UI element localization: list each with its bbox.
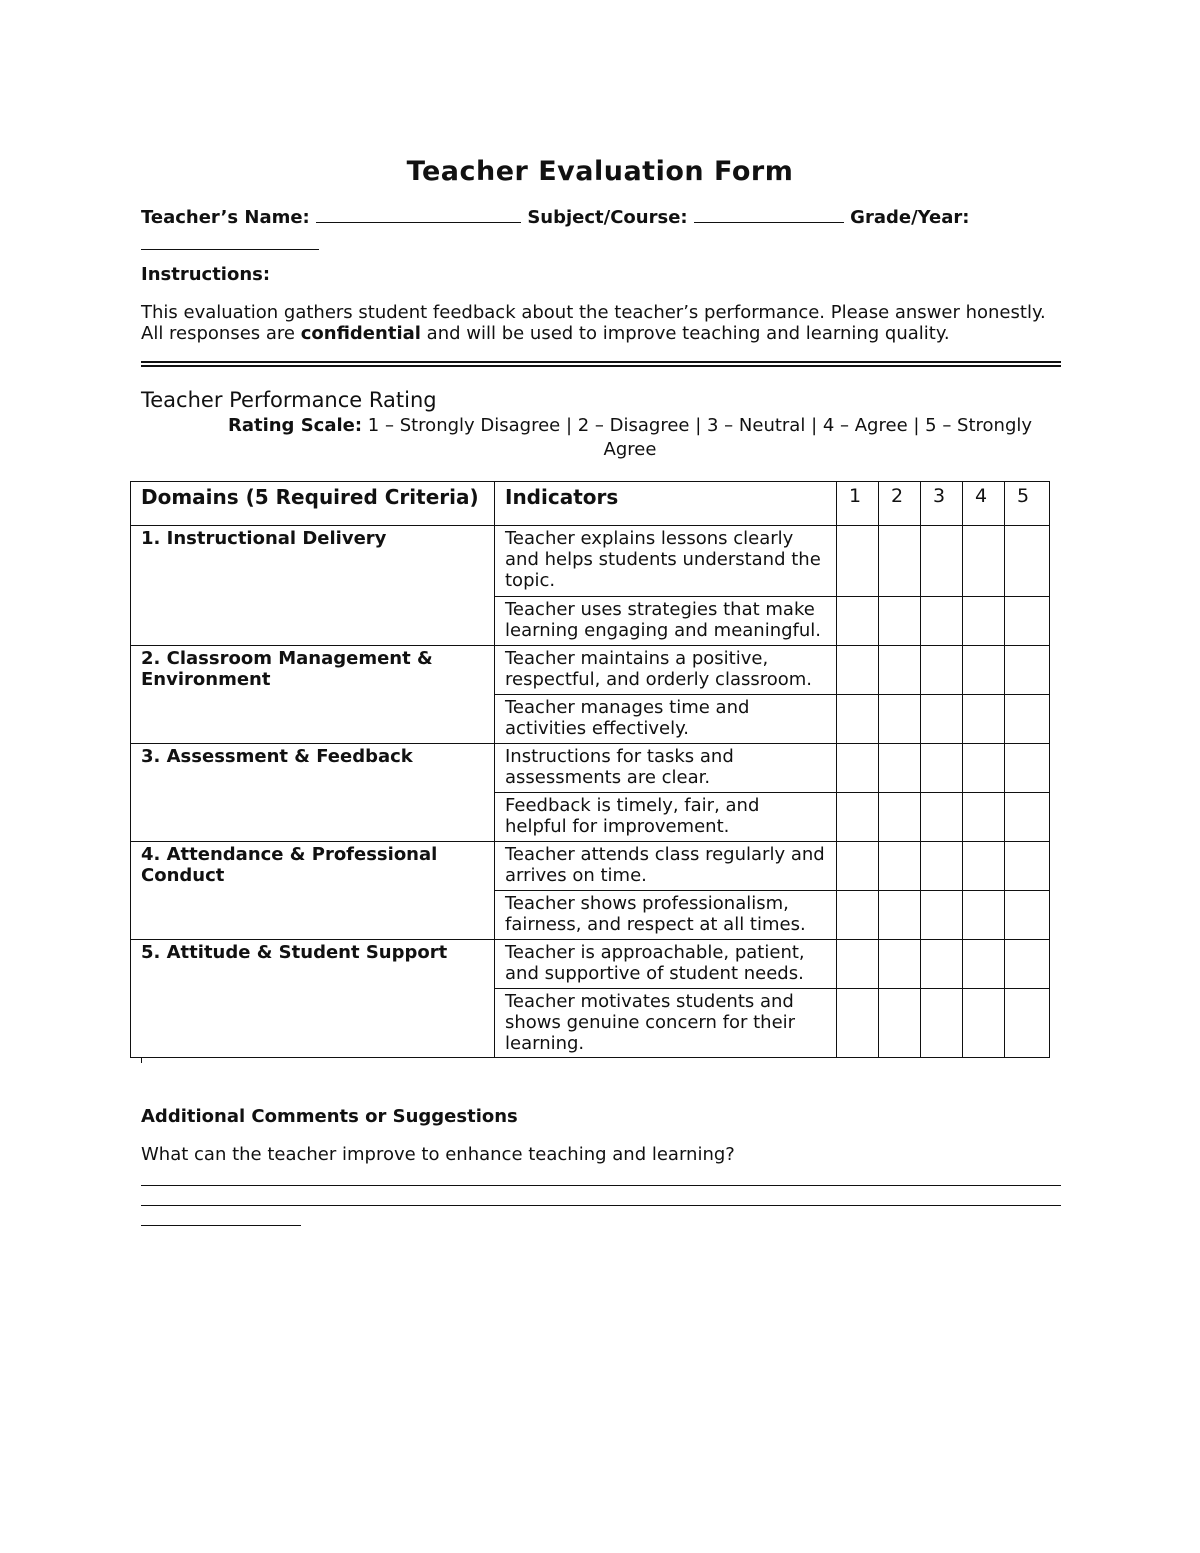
rating-cell-3[interactable] bbox=[921, 989, 963, 1058]
rating-cell-5[interactable] bbox=[1005, 940, 1050, 989]
subject-field[interactable] bbox=[694, 204, 844, 223]
teacher-name-field[interactable] bbox=[316, 204, 521, 223]
indicators-header: Indicators bbox=[495, 482, 837, 526]
rating-cell-3[interactable] bbox=[921, 526, 963, 597]
section-divider bbox=[141, 361, 1061, 367]
rating-cell-4[interactable] bbox=[963, 646, 1005, 695]
page-title: Teacher Evaluation Form bbox=[406, 156, 794, 187]
rating-cell-4[interactable] bbox=[963, 526, 1005, 597]
rating-cell-3[interactable] bbox=[921, 842, 963, 891]
rating-cell-2[interactable] bbox=[879, 744, 921, 793]
table-row bbox=[131, 940, 1050, 989]
indicator-cell: Teacher attends class regularly and arrives on time. bbox=[495, 842, 837, 891]
domain-cell: 3. Assessment & Feedback bbox=[131, 744, 495, 842]
rating-cell-4[interactable] bbox=[963, 744, 1005, 793]
rating-3-header: 3 bbox=[921, 482, 963, 526]
rating-table bbox=[130, 481, 1050, 1058]
rating-cell-2[interactable] bbox=[879, 695, 921, 744]
grade-label: Grade/Year: bbox=[850, 207, 970, 228]
rating-cell-5[interactable] bbox=[1005, 646, 1050, 695]
domain-cell: 4. Attendance & Professional Conduct bbox=[131, 842, 495, 940]
table-end-mark bbox=[141, 1058, 142, 1063]
grade-field[interactable] bbox=[141, 231, 319, 250]
rating-cell-1[interactable] bbox=[837, 989, 879, 1058]
rating-cell-5[interactable] bbox=[1005, 793, 1050, 842]
rating-1-header: 1 bbox=[837, 482, 879, 526]
rating-cell-5[interactable] bbox=[1005, 744, 1050, 793]
table-row bbox=[131, 526, 1050, 597]
comment-answer-line[interactable] bbox=[141, 1205, 1061, 1206]
rating-cell-5[interactable] bbox=[1005, 842, 1050, 891]
rating-section-title: Teacher Performance Rating bbox=[141, 388, 437, 412]
domain-cell: 2. Classroom Management & Environment bbox=[131, 646, 495, 744]
table-row bbox=[131, 646, 1050, 695]
rating-cell-5[interactable] bbox=[1005, 597, 1050, 646]
rating-cell-5[interactable] bbox=[1005, 989, 1050, 1058]
rating-scale-text: 1 – Strongly Disagree | 2 – Disagree | 3 – Neutral | 4 – Agree | 5 – Strongly Agree bbox=[367, 415, 1033, 460]
indicator-cell: Teacher explains lessons clearly and helps students understand the topic. bbox=[495, 526, 837, 597]
rating-cell-2[interactable] bbox=[879, 793, 921, 842]
instructions-emphasis: confidential bbox=[300, 323, 421, 344]
domains-header: Domains (5 Required Criteria) bbox=[131, 482, 495, 526]
instructions-label: Instructions: bbox=[141, 264, 271, 285]
rating-cell-1[interactable] bbox=[837, 842, 879, 891]
indicator-cell: Instructions for tasks and assessments are clear. bbox=[495, 744, 837, 793]
rating-cell-3[interactable] bbox=[921, 940, 963, 989]
instructions-text bbox=[141, 302, 1066, 344]
rating-cell-1[interactable] bbox=[837, 940, 879, 989]
rating-cell-2[interactable] bbox=[879, 940, 921, 989]
rating-cell-5[interactable] bbox=[1005, 695, 1050, 744]
rating-cell-4[interactable] bbox=[963, 989, 1005, 1058]
rating-scale bbox=[215, 414, 1045, 462]
header-fields bbox=[141, 204, 1061, 258]
rating-cell-4[interactable] bbox=[963, 597, 1005, 646]
rating-cell-1[interactable] bbox=[837, 744, 879, 793]
table-header-row bbox=[131, 482, 1050, 526]
rating-cell-4[interactable] bbox=[963, 842, 1005, 891]
rating-cell-4[interactable] bbox=[963, 891, 1005, 940]
rating-cell-1[interactable] bbox=[837, 891, 879, 940]
rating-cell-4[interactable] bbox=[963, 940, 1005, 989]
rating-cell-2[interactable] bbox=[879, 989, 921, 1058]
indicator-cell: Teacher manages time and activities effectively. bbox=[495, 695, 837, 744]
indicator-cell: Teacher maintains a positive, respectful, and orderly classroom. bbox=[495, 646, 837, 695]
comment-answer-line[interactable] bbox=[141, 1225, 301, 1226]
domain-cell: 5. Attitude & Student Support bbox=[131, 940, 495, 1058]
domain-cell: 1. Instructional Delivery bbox=[131, 526, 495, 646]
rating-cell-1[interactable] bbox=[837, 793, 879, 842]
rating-cell-1[interactable] bbox=[837, 695, 879, 744]
rating-cell-1[interactable] bbox=[837, 597, 879, 646]
rating-cell-4[interactable] bbox=[963, 695, 1005, 744]
indicator-cell: Teacher is approachable, patient, and supportive of student needs. bbox=[495, 940, 837, 989]
rating-2-header: 2 bbox=[879, 482, 921, 526]
indicator-cell: Teacher shows professionalism, fairness, and respect at all times. bbox=[495, 891, 837, 940]
indicator-cell: Teacher uses strategies that make learning engaging and meaningful. bbox=[495, 597, 837, 646]
rating-cell-3[interactable] bbox=[921, 793, 963, 842]
table-row bbox=[131, 744, 1050, 793]
rating-scale-label: Rating Scale: bbox=[227, 415, 363, 436]
rating-cell-3[interactable] bbox=[921, 891, 963, 940]
table-row bbox=[131, 842, 1050, 891]
rating-cell-1[interactable] bbox=[837, 646, 879, 695]
teacher-name-label: Teacher’s Name: bbox=[141, 207, 310, 228]
comments-question: What can the teacher improve to enhance teaching and learning? bbox=[141, 1144, 735, 1165]
rating-cell-5[interactable] bbox=[1005, 891, 1050, 940]
rating-5-header: 5 bbox=[1005, 482, 1050, 526]
rating-cell-3[interactable] bbox=[921, 744, 963, 793]
instructions-text-after: and will be used to improve teaching and learning quality. bbox=[420, 323, 950, 344]
rating-cell-3[interactable] bbox=[921, 695, 963, 744]
indicator-cell: Feedback is timely, fair, and helpful for improvement. bbox=[495, 793, 837, 842]
subject-label: Subject/Course: bbox=[527, 207, 688, 228]
instructions-text-before: This evaluation gathers student feedback about the teacher’s performance. Please answer honestly. All responses are bbox=[141, 302, 1046, 344]
rating-cell-2[interactable] bbox=[879, 526, 921, 597]
rating-cell-2[interactable] bbox=[879, 597, 921, 646]
rating-cell-5[interactable] bbox=[1005, 526, 1050, 597]
rating-cell-2[interactable] bbox=[879, 842, 921, 891]
indicator-cell: Teacher motivates students and shows genuine concern for their learning. bbox=[495, 989, 837, 1058]
comments-label: Additional Comments or Suggestions bbox=[141, 1106, 518, 1127]
rating-cell-2[interactable] bbox=[879, 891, 921, 940]
rating-cell-2[interactable] bbox=[879, 646, 921, 695]
rating-cell-1[interactable] bbox=[837, 526, 879, 597]
rating-cell-3[interactable] bbox=[921, 646, 963, 695]
rating-cell-4[interactable] bbox=[963, 793, 1005, 842]
rating-cell-3[interactable] bbox=[921, 597, 963, 646]
comment-answer-line[interactable] bbox=[141, 1185, 1061, 1186]
rating-4-header: 4 bbox=[963, 482, 1005, 526]
